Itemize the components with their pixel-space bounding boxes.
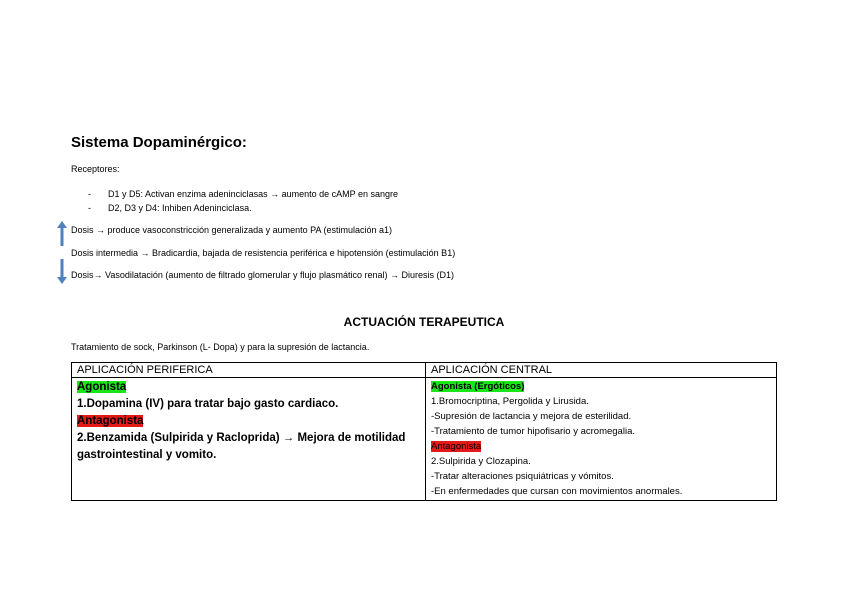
agonista-text-periferica: 1.Dopamina (IV) para tratar bajo gasto cardiaco.: [77, 398, 339, 410]
central-antagonista-line: -En enfermedades que cursan con movimientos anormales.: [431, 486, 683, 497]
antagonista-label-central: Antagonista: [431, 441, 482, 452]
receptor-item-d1-d5: - D1 y D5: Activan enzima adeninciclasas → aumento de cAMP en sangre: [88, 187, 398, 201]
central-agonista-line: -Tratamiento de tumor hipofisario y acromegalia.: [431, 426, 635, 437]
agonista-label-periferica: Agonista: [77, 381, 127, 393]
col-header-central: APLICACIÓN CENTRAL: [426, 363, 777, 378]
col-header-periferica: APLICACIÓN PERIFERICA: [72, 363, 426, 378]
antagonista-text-periferica: 2.Benzamida (Sulpirida y Racloprida) → Mejora de motilidad gastrointestinal y vomito.: [77, 432, 406, 461]
dosis-alta: Dosis → produce vasoconstricción generalizada y aumento PA (estimulación a1): [71, 225, 392, 235]
central-antagonista-line: 2.Sulpirida y Clozapina.: [431, 456, 531, 467]
tratamiento-text: Tratamiento de sock, Parkinson (L- Dopa) y para la supresión de lactancia.: [71, 342, 370, 352]
periferica-cell: [72, 378, 426, 501]
central-agonista-line: 1.Bromocriptina, Pergolida y Lirusida.: [431, 396, 589, 407]
receptores-list: [88, 187, 398, 215]
dosis-baja: Dosis→ Vasodilatación (aumento de filtrado glomerular y flujo plasmático renal) → Diuresis (D1): [71, 270, 454, 280]
agonista-label-central: Agonista (Ergóticos): [431, 381, 525, 392]
aplicacion-table: [71, 362, 777, 501]
antagonista-label-periferica: Antagonista: [77, 415, 144, 427]
section-heading: ACTUACIÓN TERAPEUTICA: [343, 315, 505, 329]
central-cell: [426, 378, 777, 501]
central-agonista-line: -Supresión de lactancia y mejora de esterilidad.: [431, 411, 632, 422]
receptor-item-d2-d4: - D2, D3 y D4: Inhiben Adeninciclasa.: [88, 201, 398, 215]
receptores-label: Receptores:: [71, 164, 120, 174]
page-title: Sistema Dopaminérgico:: [71, 134, 247, 151]
arrow-up-icon: [57, 221, 67, 246]
central-antagonista-line: -Tratar alteraciones psiquiátricas y vómitos.: [431, 471, 614, 482]
dosis-intermedia: Dosis intermedia → Bradicardia, bajada de resistencia periférica e hipotensión (estimulación B1): [71, 248, 456, 258]
arrow-down-icon: [57, 259, 67, 284]
